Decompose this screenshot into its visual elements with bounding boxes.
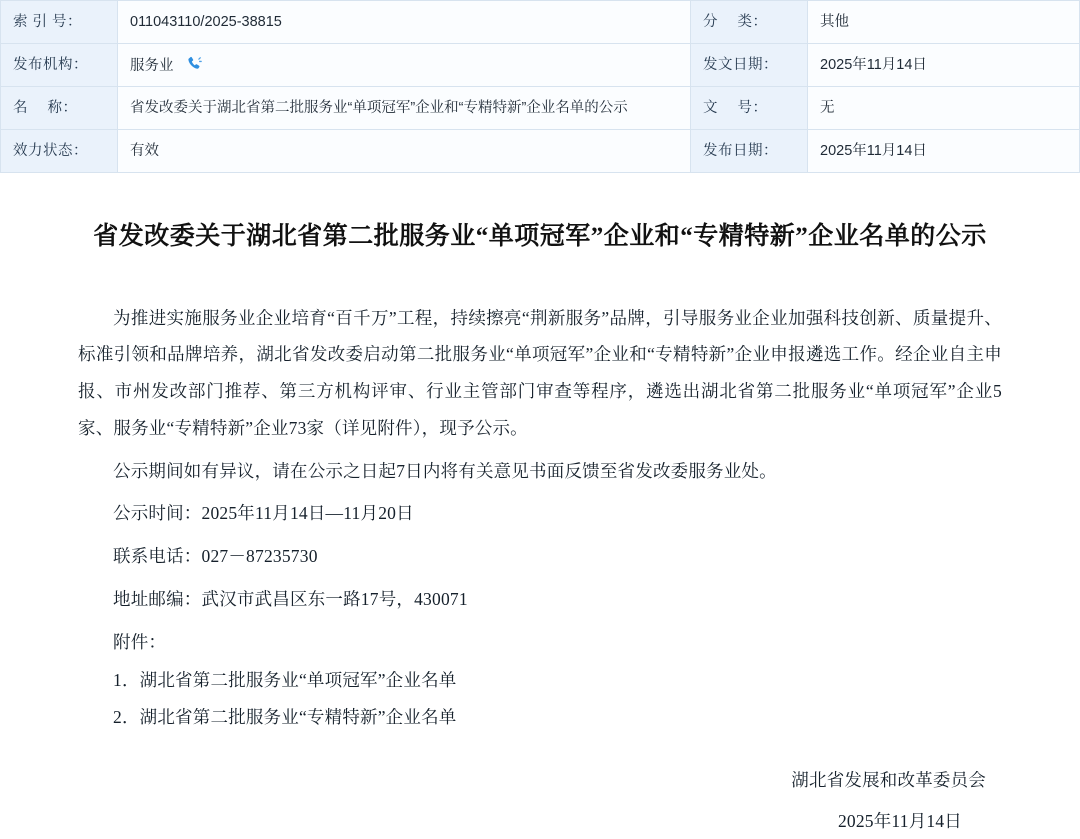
meta-label-publisher: 发布机构： <box>1 44 118 87</box>
paragraph-intro: 为推进实施服务业企业培育“百千万”工程，持续擦亮“荆新服务”品牌，引导服务业企业加强科技创新、质量提升、标准引领和品牌培养，湖北省发改委启动第二批服务业“单项冠军”企业和“专精特新”企业申报遴选工作。经企业自主申报、市州发改部门推荐、第三方机构评审、行业主管部门审查等程序，遴选出湖北省第二批服务业“单项冠军”企业5家、服务业“专精特新”企业73家（详见附件），现予公示。 <box>78 300 1002 447</box>
article-body <box>78 300 1002 736</box>
meta-value-document-number: 无 <box>808 87 1080 130</box>
article-container <box>0 218 1080 839</box>
meta-label-document-number: 文 号： <box>691 87 808 130</box>
signature-date: 2025年11月14日 <box>78 803 986 839</box>
meta-value-publisher <box>118 44 691 87</box>
meta-label-category: 分 类： <box>691 1 808 44</box>
meta-value-name: 省发改委关于湖北省第二批服务业“单项冠军”企业和“专精特新”企业名单的公示 <box>118 87 691 130</box>
meta-value-validity-status: 有效 <box>118 130 691 173</box>
meta-label-name: 名 称： <box>1 87 118 130</box>
table-row <box>1 130 1080 173</box>
list-item[interactable]: 2．湖北省第二批服务业“专精特新”企业名单 <box>78 699 1002 736</box>
page-title: 省发改委关于湖北省第二批服务业“单项冠军”企业和“专精特新”企业名单的公示 <box>78 218 1002 256</box>
meta-label-publish-date: 发布日期： <box>691 130 808 173</box>
meta-label-validity-status: 效力状态： <box>1 130 118 173</box>
paragraph-contact-phone: 联系电话：027－87235730 <box>78 538 1002 575</box>
table-row <box>1 87 1080 130</box>
meta-value-dispatch-date: 2025年11月14日 <box>808 44 1080 87</box>
meta-value-index-number: 011043110/2025-38815 <box>118 1 691 44</box>
table-row <box>1 44 1080 87</box>
paragraph-publicity-period: 公示时间：2025年11月14日—11月20日 <box>78 495 1002 532</box>
signature-block <box>78 762 1002 839</box>
meta-label-dispatch-date: 发文日期： <box>691 44 808 87</box>
list-item[interactable]: 1．湖北省第二批服务业“单项冠军”企业名单 <box>78 662 1002 699</box>
meta-value-category: 其他 <box>808 1 1080 44</box>
publisher-text: 服务业 <box>130 58 174 74</box>
meta-label-index-number: 索 引 号： <box>1 1 118 44</box>
paragraph-attachments-label: 附件： <box>78 624 1002 661</box>
phone-icon <box>186 55 203 72</box>
paragraph-address-postcode: 地址邮编：武汉市武昌区东一路17号，430071 <box>78 581 1002 618</box>
signature-organization: 湖北省发展和改革委员会 <box>78 762 986 799</box>
table-row <box>1 1 1080 44</box>
document-meta-table <box>0 0 1080 173</box>
meta-value-publish-date: 2025年11月14日 <box>808 130 1080 173</box>
paragraph-objection-notice: 公示期间如有异议，请在公示之日起7日内将有关意见书面反馈至省发改委服务业处。 <box>78 453 1002 490</box>
